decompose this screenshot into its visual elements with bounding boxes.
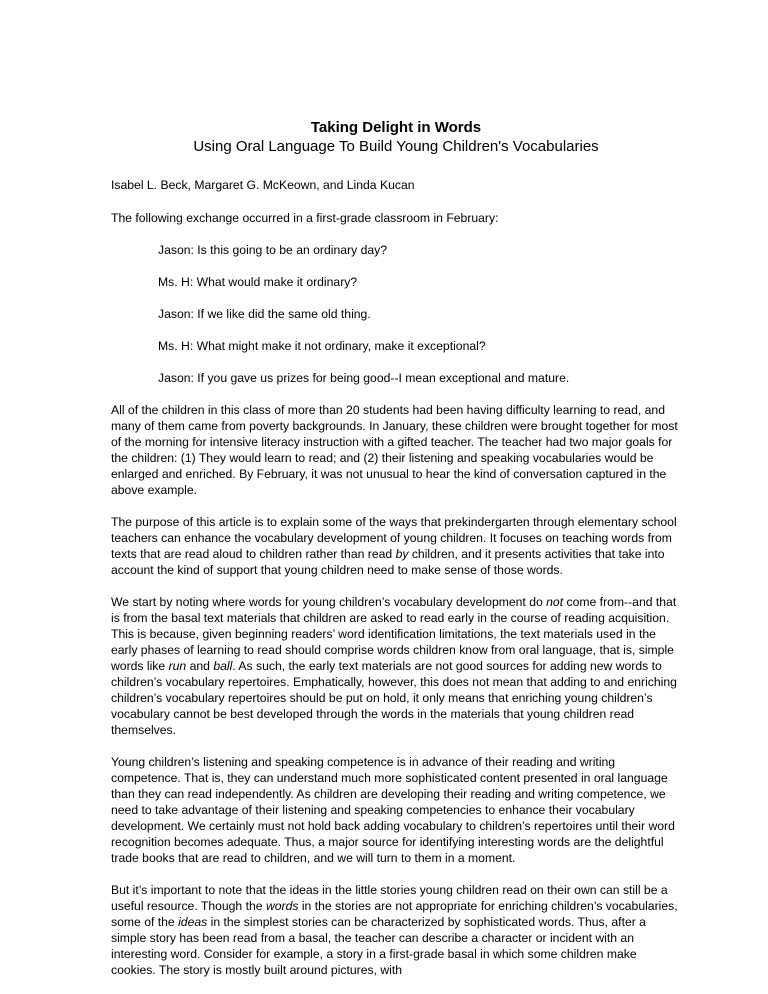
dialogue-block <box>158 242 681 386</box>
body-paragraph <box>111 754 681 866</box>
text-run: and <box>186 659 214 673</box>
text-run: We start by noting where words for young children’s vocabulary development do <box>111 595 547 609</box>
dialogue-line: Ms. H: What would make it ordinary? <box>158 275 358 289</box>
dialogue-line: Jason: If you gave us prizes for being good--I mean exceptional and mature. <box>158 371 570 385</box>
italic-text-run: ball <box>213 659 233 673</box>
italic-text-run: by <box>395 547 409 561</box>
dialogue-line: Jason: If we like did the same old thing. <box>158 307 371 321</box>
italic-text-run: words <box>265 899 299 913</box>
text-run: All of the children in this class of more than 20 students had been having difficulty learning to read, and many of them came from poverty backgrounds. In January, these children were brought together for most of the morning for intensive literacy instruction with a gifted teacher. The teacher had two major goals for the children: (1) They would learn to read; and (2) their listening and speaking vocabularies would be enlarged and enriched. By February, it was not unusual to hear the kind of conversation captured in the above example. <box>111 403 678 497</box>
author-line: Isabel L. Beck, Margaret G. McKeown, and Linda Kucan <box>111 178 415 192</box>
dialogue-line: Ms. H: What might make it not ordinary, make it exceptional? <box>158 339 486 353</box>
dialogue-line: Jason: Is this going to be an ordinary day? <box>158 243 387 257</box>
title-block <box>111 118 681 156</box>
text-run: Young children’s listening and speaking competence is in advance of their reading and writing competence. That is, they can understand much more sophisticated content presented in oral language than they can read independently. As children are developing their reading and writing competence, we need to take advantage of their listening and speaking competencies to enhance their vocabulary development. We certainly must not hold back adding vocabulary to children’s repertoires until their word recognition becomes adequate. Thus, a major source for identifying interesting words are the delightful trade books that are read to children, and we will turn to them in a moment. <box>111 755 675 865</box>
body-paragraph <box>111 882 681 978</box>
document-body <box>111 118 681 978</box>
text-run: children, and it presents activities that take into account the kind of support that young children need to make sense of those words. <box>111 547 665 577</box>
text-run: . As such, the early text materials are not good sources for adding new words to children’s vocabulary repertoires. Emphatically, however, this does not mean that adding to and enriching children’s vocabulary repertoires should be put on hold, it only means that enriching young children’s vocabulary cannot be best developed through the words in the materials that young children read themselves. <box>111 659 677 737</box>
text-run: The purpose of this article is to explain some of the ways that prekindergarten through elementary school teachers can enhance the vocabulary development of young children. It focuses on teaching words from texts that are read aloud to children rather than read <box>111 515 677 561</box>
body-paragraph <box>111 594 681 738</box>
body-paragraph <box>111 514 681 578</box>
document-title: Taking Delight in Words <box>310 119 482 136</box>
italic-text-run: ideas <box>178 915 208 929</box>
text-run: come from--and that is from the basal text materials that children are asked to read early in the course of reading acquisition. This is because, given beginning readers’ word identification limitations, the text materials used in the early phases of learning to read should comprise words children know from oral language, that is, simple words like <box>111 595 677 673</box>
body-paragraph <box>111 402 681 498</box>
italic-text-run: not <box>546 595 564 609</box>
text-run: in the stories are not appropriate for enriching children’s vocabularies, some of the <box>111 899 678 929</box>
text-run: in the simplest stories can be characterized by sophisticated words. Thus, after a simple story has been read from a basal, the teacher can describe a character or incident with an interesting word. Consider for example, a story in a first-grade basal in which some children make cookies. The story is mostly built around pictures, with <box>111 915 646 977</box>
document-subtitle: Using Oral Language To Build Young Children's Vocabularies <box>193 138 599 155</box>
italic-text-run: run <box>168 659 187 673</box>
intro-paragraph: The following exchange occurred in a first-grade classroom in February: <box>111 211 499 225</box>
text-run: But it’s important to note that the ideas in the little stories young children read on their own can still be a useful resource. Though the <box>111 883 668 913</box>
